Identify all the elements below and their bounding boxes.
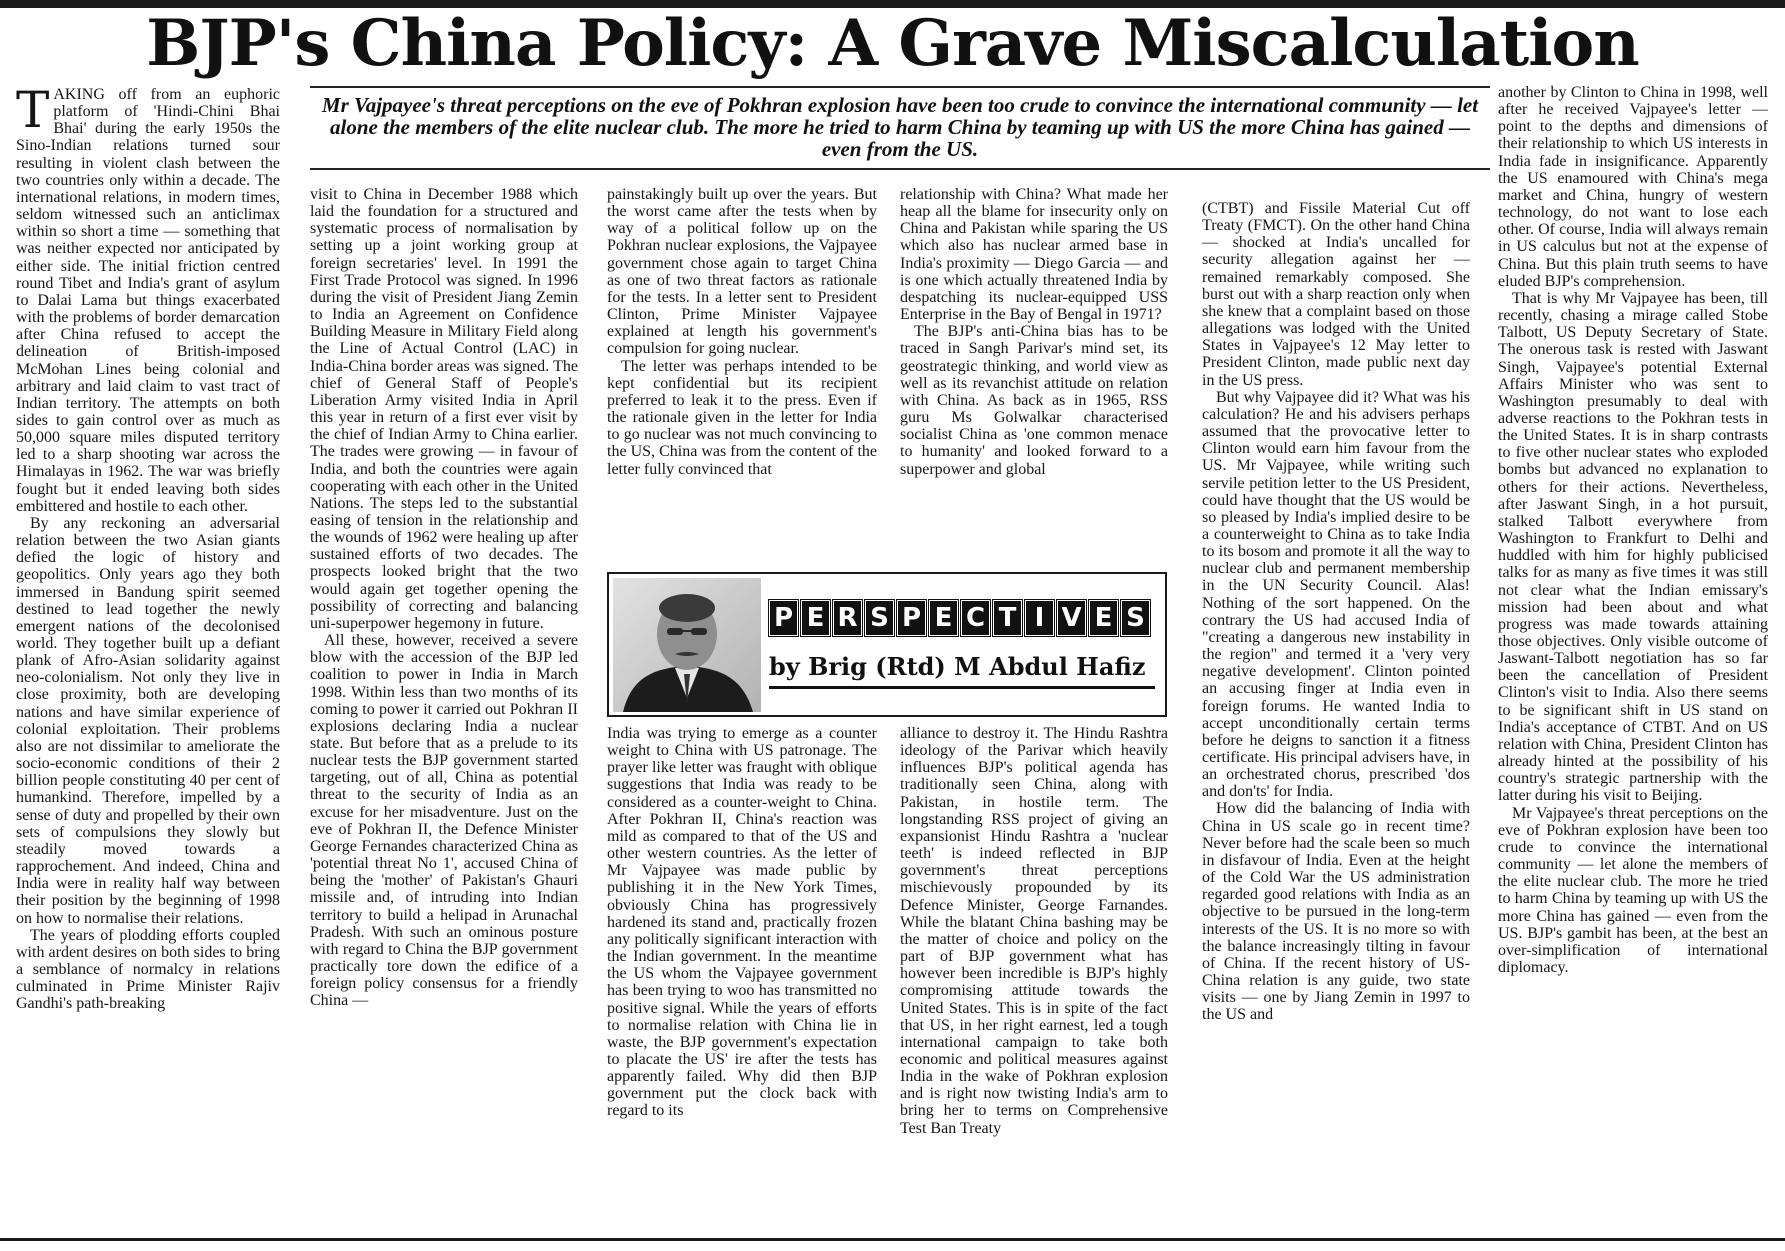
column-label — [769, 600, 1150, 636]
article-paragraph: visit to China in December 1988 which laid the foundation for a structured and systematic process of normalisation by setting up a joint working group at foreign secretaries' level. In 1991 the First Trade Protocol was signed. In 1996 during the visit of President Jiang Zemin to India an Agreement on Confidence Building Measure in Military Field along the Line of Actual Control (LAC) in India-China border areas was signed. The chief of General Staff of People's Liberation Army visited India in April this year in return of a first ever visit by the chief of Indian Army to China earlier. The trades were growing — in favour of India, and both the countries were again cooperating with each other in the United Nations. The steps led to the substantial easing of tension in the relationship and the wounds of 1962 were healing up after sustained efforts of two decades. The prospects looked bright that the two would again get together opening the possibility of correcting and balancing uni-superpower hegemony in future. — [310, 186, 578, 632]
column-label-letter: I — [1025, 600, 1054, 636]
column-label-letter: P — [769, 600, 798, 636]
article-paragraph: (CTBT) and Fissile Material Cut off Treaty (FMCT). On the other hand China — shocked at India's uncalled for security allegation against her — remained remarkably composed. She burst out with a sharp reaction only when she knew that a complaint based on those allegations was lodged with the United States in Vajpayee's 12 May letter to President Clinton, made public next day in the US press. — [1202, 200, 1470, 389]
byline: by Brig (Rtd) M Abdul Hafiz — [769, 652, 1146, 681]
author-portrait — [613, 578, 761, 712]
article-column-3-top — [607, 186, 877, 562]
article-paragraph: By any reckoning an adversarial relation between the two Asian giants defied the logic of history and geopolitics. Only years ago they both immersed in Bandung spirit seemed destined to lead together the newly emergent nations of the decolonised world. They together built up a defiant plank of Afro-Asian solidarity against neo-colonialism. Not only they live in close proximity, both are developing nations and have similar experience of colonial exploitation. Their problems also are not dissimilar to ameliorate the socio-economic conditions of their 2 billion people constituting 40 per cent of humankind. Therefore, impelled by a sense of duty and propelled by their own sets of compulsions they slowly but steadily moved towards a rapprochement. And indeed, China and India were in reality half way between their position by the beginning of 1998 on how to normalise their relations. — [16, 514, 280, 927]
article-column-5 — [1202, 200, 1470, 1236]
column-label-letter: E — [929, 600, 958, 636]
paragraph-text: AKING off from an euphoric platform of 'Hindi-Chini Bhai Bhai' during the early 1950s the Sino-Indian relations turned sour resulting in violent clash between the two countries only within a decade. The international relations, in modern times, seldom witnessed such an anticlimax within so short a time — something that was neither expected nor anticipated by either side. The initial friction centred round Tibet and India's grant of asylum to Dalai Lama but things exacerbated with the problems of border demarcation after China refused to accept the delineation of British-imposed McMohan Lines being colonial and arbitrary and laid claim to vast tract of Indian territory. The attempts on both sides to gain control over as much as 50,000 square miles disputed territory led to a sharp shooting war across the Himalayas in 1962. The war was briefly fought but it ended leaving both sides embittered and hostile to each other. — [16, 86, 280, 515]
column-label-letter: E — [1089, 600, 1118, 636]
article-paragraph: India was trying to emerge as a counter weight to China with US patronage. The prayer like letter was fraught with oblique suggestions that India was ready to be considered as a counter-weight to China. After Pokhran II, China's reaction was mild as compared to that of the US and other western countries. As the letter of Mr Vajpayee was made public by publishing it in the New York Times, obviously China has progressively hardened its stand and, practically frozen any politically significant interaction with the Indian government. In the meantime the US whom the Vajpayee government has been trying to woo has transmitted no positive signal. While the years of efforts to normalise relation with China lie in waste, the BJP government's expectation to placate the US' ire after the tests has apparently failed. Why did then BJP government put the clock back with regard to its — [607, 725, 877, 1120]
article-column-2 — [310, 186, 578, 1236]
column-label-letter: V — [1057, 600, 1086, 636]
article-column-4-top — [900, 186, 1168, 562]
author-portrait-image — [613, 578, 761, 712]
byline-rule — [769, 686, 1155, 689]
article-paragraph: alliance to destroy it. The Hindu Rashtra ideology of the Parivar which heavily influences BJP's political agenda has traditionally seen China, along with Pakistan, in hostile term. The longstanding RSS project of giving an expansionist Hindu Rashtra a 'nuclear teeth' is indeed reflected in BJP government's threat perceptions mischievously propounded by its Defence Minister, George Farnandes. While the blatant China bashing may be the matter of choice and policy on the part of BJP government what has however been incredible is BJP's highly compromising attitude towards the United States. This is in spite of the fact that US, in her right earnest, led a tough international campaign to take both economic and political measures against India in the wake of Pokhran explosion and is right now twisting India's arm to bring her to terms on Comprehensive Test Ban Treaty — [900, 725, 1168, 1137]
article-paragraph: Mr Vajpayee's threat perceptions on the eve of Pokhran explosion have been too crude to convince the international community — let alone the members of the elite nuclear club. The more he tried to harm China by teaming up with US the more China has gained — even from the US. BJP's gambit has been, at the best an over-simplification of international diplomacy. — [1498, 804, 1768, 976]
column-label-letter: S — [1121, 600, 1150, 636]
article-column-1 — [16, 86, 280, 1236]
article-paragraph: The BJP's anti-China bias has to be traced in Sangh Parivar's mind set, its geostrategic thinking, and world view as well as its revanchist attitude on relation with China. As back as in 1965, RSS guru Ms Golwalkar characterised socialist China as 'one common menace to humanity' and looked forward to a superpower and global — [900, 323, 1168, 478]
column-label-letter: C — [961, 600, 990, 636]
article-paragraph: another by Clinton to China in 1998, well after he received Vajpayee's letter — point to the depths and dimensions of their relationship to which US interests in India fade in insignificance. Apparently the US enamoured with China's mega market and China, hungry of western technology, do not want to lose each other. Of course, India will always remain in US calculus but not at the expense of China. But this plain truth seems to have eluded BJP's comprehension. — [1498, 84, 1768, 290]
bottom-rule — [0, 1238, 1785, 1241]
article-paragraph: relationship with China? What made her heap all the blame for insecurity only on China and Pakistan while sparing the US which also has nuclear armed base in India's proximity — Diego Garcia — and is one which actually threatened India by despatching its nuclear-equipped USS Enterprise in the Bay of Bengal in 1971? — [900, 186, 1168, 324]
article-column-4-bottom — [900, 725, 1168, 1237]
column-label-letter: E — [801, 600, 830, 636]
column-label-letter: R — [833, 600, 862, 636]
column-label-letter: T — [993, 600, 1022, 636]
article-paragraph: The letter was perhaps intended to be kept confidential but its recipient preferred to leak it to the press. Even if the rationale given in the letter for India to go nuclear was not much convincing to the US, China was from the content of the letter fully convinced that — [607, 357, 877, 478]
standfirst-box — [310, 86, 1490, 170]
article-column-3-bottom — [607, 725, 877, 1237]
article-paragraph: But why Vajpayee did it? What was his calculation? He and his advisers perhaps assumed that the provocative letter to Clinton would earn him favour from the US. Mr Vajpayee, while writing such servile petition letter to the US President, could have thought that the US would be so pleased by India's implied desire to be a counterweight to China as to take India to its bosom and promote it all the way to nuclear club and permanent membership in the UN Security Council. Alas! Nothing of the sort happened. On the contrary the US had accused India of "creating a dangerous new instability in the region" and termed it a 'very very negative development'. Clinton pointed an accusing finger at India even in foreign forums. He wanted India to accept unconditionally certain terms before he deigns to sanction it a fitness certificate. His principal advisers have, in an orchestrated chorus, prescribed 'dos and don'ts' for India. — [1202, 388, 1470, 801]
drop-cap: T — [16, 86, 50, 139]
article-paragraph: The years of plodding efforts coupled with ardent desires on both sides to bring a semblance of normalcy in relations culminated in Prime Minister Rajiv Gandhi's path-breaking — [16, 926, 280, 1013]
article-paragraph: How did the balancing of India with China in US scale go in recent time? Never before had the scale been so much in disfavour of India. Even at the height of the Cold War the US administration regarded good relations with India as an objective to be pursued in the long-term interests of the US. It is no more so with the balance increasingly tilting in favour of China. If the recent history of US-China relation is any guide, two state visits — one by Jiang Zemin in 1997 to the US and — [1202, 800, 1470, 1024]
column-label-letter: P — [897, 600, 926, 636]
article-paragraph: painstakingly built up over the years. But the worst came after the tests when by way of a political follow up on the Pokhran nuclear explosions, the Vajpayee government chose again to target China as one of two threat factors as rationale for the tests. In a letter sent to President Clinton, Prime Minister Vajpayee explained at length his government's compulsion for going nuclear. — [607, 186, 877, 358]
headline: BJP's China Policy: A Grave Miscalculation — [146, 6, 1639, 81]
article-column-6 — [1498, 84, 1768, 1236]
article-paragraph — [16, 86, 280, 515]
article-paragraph: All these, however, received a severe blow with the accession of the BJP led coalition to power in India in March 1998. Within less than two months of its coming to power it carried out Pokhran II explosions declaring India a nuclear state. But before that as a prelude to its nuclear tests the BJP government started targeting, out of all, China as potential threat to the security of India as an excuse for her misadventure. Just on the eve of Pokhran II, the Defence Minister George Fernandes characterized China as 'potential threat No 1', accused China of being the 'mother' of Pakistan's Ghauri missile and, of intruding into Indian territory to build a helipad in Arunachal Pradesh. With such an ominous posture with regard to China the BJP government practically tore down the edifice of a foreign policy consensus for a friendly China — — [310, 632, 578, 1010]
standfirst-text: Mr Vajpayee's threat perceptions on the eve of Pokhran explosion have been too crude to convince the international community — let alone the members of the elite nuclear club. The more he tried to harm China by teaming up with US the more China has gained — even from the US. — [321, 93, 1479, 161]
column-label-letter: S — [865, 600, 894, 636]
perspectives-box — [607, 572, 1167, 717]
article-paragraph: That is why Mr Vajpayee has been, till recently, chasing a mirage called Stobe Talbott, US Deputy Secretary of State. The onerous task is rested with Jaswant Singh, Vajpayee's potential External Affairs Minister who was sent to Washington presumably to deal with adverse reactions to the Pokhran tests in the United States. It is in sharp contrasts to five other nuclear states who exploded bombs but advanced no explanation to others for their actions. Nevertheless, after Jaswant Singh, in a hot pursuit, stalked Talbott everywhere from Washington to Frankfurt to Delhi and huddled with him for highly publicised talks for as many as five times it was still not clear what the Indian emissary's mission had been about and what progress was made towards attaining those objectives. Only visible outcome of Jaswant-Talbott negotiation has so far been the cancellation of President Clinton's visit to India. Also there seems to be significant shift in US stand on India's acceptance of CTBT. And on US relation with China, President Clinton has already hinted at the possibility of his country's strategic partnership with the latter during his visit to Beijing. — [1498, 289, 1768, 805]
